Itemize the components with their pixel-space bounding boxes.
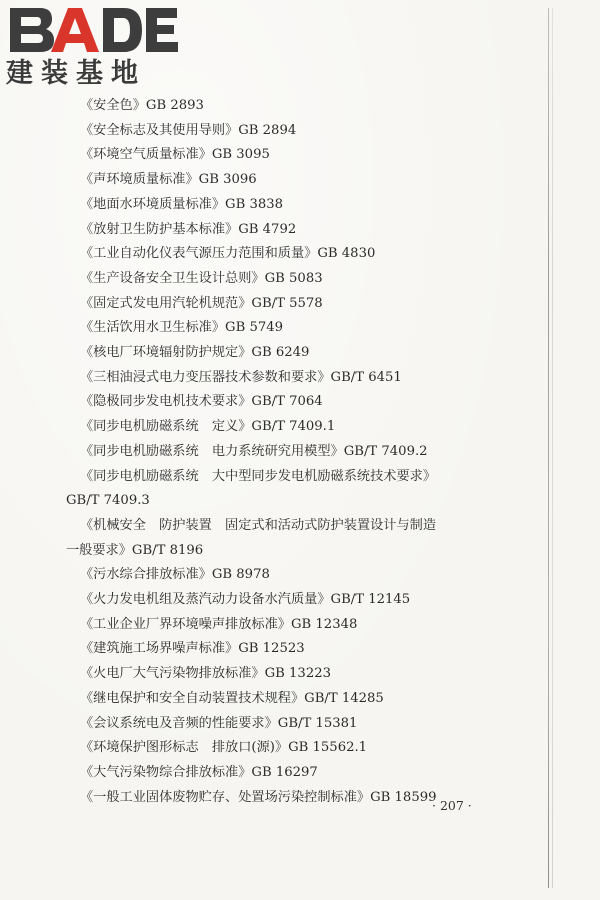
standard-title: 《火电厂大气污染物排放标准》GB 13223 (80, 666, 331, 682)
standard-title: 《会议系统电及音频的性能要求》GB/T 15381 (80, 715, 358, 731)
page-number: · 207 · (432, 798, 472, 813)
standard-title: 《同步电机励磁系统 电力系统研究用模型》GB/T 7409.2 (80, 443, 428, 459)
standard-continuation: GB/T 7409.3 (66, 493, 150, 509)
standard-title: 《环境空气质量标准》GB 3095 (80, 147, 270, 163)
standard-title: 《安全色》GB 2893 (80, 98, 204, 113)
standard-list-item (66, 662, 526, 687)
standard-list-item (66, 465, 526, 514)
standard-title: 《环境保护图形标志 排放口(源)》GB 15562.1 (80, 740, 368, 756)
standard-list-item (66, 119, 526, 144)
standard-title: 《继电保护和安全自动装置技术规程》GB/T 14285 (80, 690, 384, 706)
standard-list-item (66, 366, 526, 391)
standard-list-item (66, 761, 526, 786)
standard-title: 《机械安全 防护装置 固定式和活动式防护装置设计与制造 (80, 517, 437, 533)
standard-title: 《污水综合排放标准》GB 8978 (80, 567, 270, 583)
standard-list-item (66, 613, 526, 638)
standard-title: 《大气污染物综合排放标准》GB 16297 (80, 764, 318, 780)
standard-list-item (66, 712, 526, 737)
standard-title: 《生产设备安全卫生设计总则》GB 5083 (80, 270, 323, 286)
standard-title: 《建筑施工场界噪声标准》GB 12523 (80, 641, 305, 657)
standard-continuation: 一般要求》GB/T 8196 (66, 542, 204, 558)
standard-title: 《声环境质量标准》GB 3096 (80, 172, 257, 188)
standard-title: 《同步电机励磁系统 大中型同步发电机励磁系统技术要求》 (80, 468, 437, 484)
standard-title: 《核电厂环境辐射防护规定》GB 6249 (80, 345, 310, 361)
standard-list-item (66, 588, 526, 613)
standard-list-item (66, 94, 526, 119)
standard-list-item (66, 242, 526, 267)
standard-title: 《三相油浸式电力变压器技术参数和要求》GB/T 6451 (80, 369, 402, 385)
standard-title: 《安全标志及其使用导则》GB 2894 (80, 122, 297, 138)
bade-logo (6, 4, 181, 90)
page-edge-line (548, 8, 549, 888)
standard-list-item (66, 440, 526, 465)
standard-list-item (66, 292, 526, 317)
logo-subtitle: 建装基地 (6, 58, 146, 89)
standard-list-item (66, 415, 526, 440)
standard-title: 《地面水环境质量标准》GB 3838 (80, 196, 284, 212)
standard-list-item (66, 193, 526, 218)
standard-list-item (66, 390, 526, 415)
standard-list-item (66, 637, 526, 662)
standard-list-item (66, 218, 526, 243)
standard-title: 《放射卫生防护基本标准》GB 4792 (80, 221, 297, 237)
standard-list-item (66, 341, 526, 366)
standard-list-item (66, 736, 526, 761)
standard-list-item (66, 168, 526, 193)
standard-list-item (66, 267, 526, 292)
bade-wordmark-icon (6, 4, 181, 56)
standard-title: 《工业企业厂界环境噪声排放标准》GB 12348 (80, 616, 358, 632)
standard-title: 《同步电机励磁系统 定义》GB/T 7409.1 (80, 419, 336, 435)
standard-list-item (66, 316, 526, 341)
standard-title: 《生活饮用水卫生标准》GB 5749 (80, 320, 284, 336)
standard-title: 《一般工业固体废物贮存、处置场污染控制标准》GB 18599 (80, 789, 437, 805)
standard-title: 《工业自动化仪表气源压力范围和质量》GB 4830 (80, 246, 376, 262)
standard-list-item (66, 514, 526, 563)
standards-list (66, 94, 526, 810)
standard-list-item (66, 687, 526, 712)
page-edge-shadow (552, 8, 553, 888)
standard-title: 《火力发电机组及蒸汽动力设备水汽质量》GB/T 12145 (80, 592, 411, 608)
standard-list-item (66, 563, 526, 588)
standard-title: 《隐极同步发电机技术要求》GB/T 7064 (80, 394, 323, 410)
standard-list-item (66, 143, 526, 168)
standard-title: 《固定式发电用汽轮机规范》GB/T 5578 (80, 295, 323, 311)
